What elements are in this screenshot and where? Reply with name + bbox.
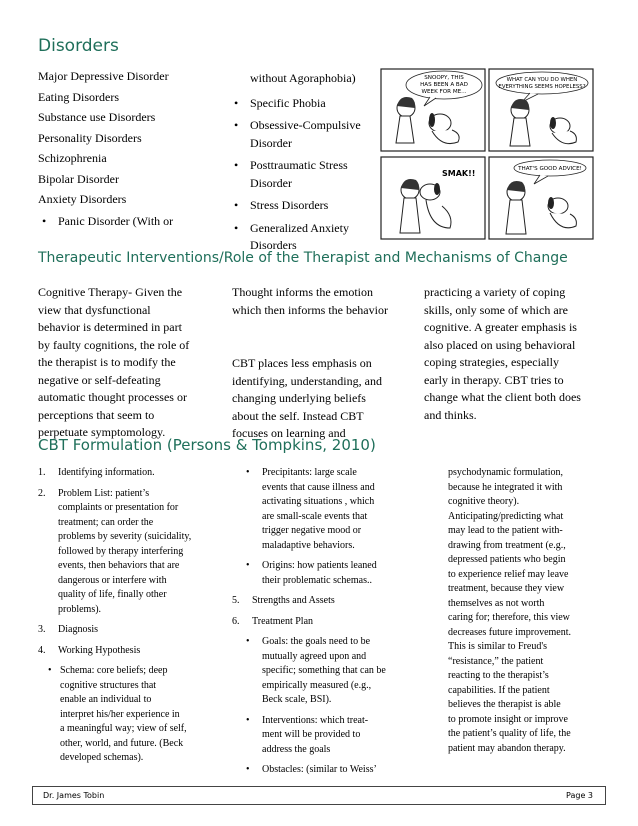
precipitants-bullet-item: • Precipitants: large scale events that cause illness and activating situations , which are small-scale events that trigger negative mood or maladaptive behaviors. (246, 467, 375, 551)
cbt-column-3: psychodynamic formulation, because he integrated it with cognitive theory). Anticipating/predicting what may lead to the patient with- drawing from treatment (e.g., depressed patients who begin to experience relief may leave treatment, because they view themselves as not worth caring for; therefore, this view decreases future improvement. This is similar to Freud's “resistance,” the patient reacting to the therapist’s capabilities. If the patient believes the therapist is able to promote insight or improve the patient’s quality of life, the patient may abandon therapy. (448, 467, 572, 754)
bullet-icon: • (246, 714, 250, 726)
disorder-bullet-item: • Posttraumatic Stress Disorder (234, 158, 348, 190)
disorder-bullet-item: • Stress Disorders (230, 197, 378, 215)
footer-author: Dr. James Tobin (43, 791, 105, 800)
numbered-item: 1. Identifying information. (38, 467, 155, 478)
bullet-icon: • (234, 220, 239, 235)
bullet-icon: • (48, 665, 52, 676)
comic-text: EVERYTHING SEEMS HOPELESS? (498, 84, 586, 90)
disorder-item: Major Depressive Disorder (38, 69, 169, 83)
bullet-icon: • (246, 560, 250, 571)
bullet-icon: • (246, 467, 250, 478)
bullet-icon: • (42, 213, 47, 228)
disorders-column-2 (230, 70, 378, 255)
disorders-column-1 (38, 66, 218, 230)
comic-text: HAS BEEN A BAD (420, 82, 468, 88)
therapeutic-column-1: Cognitive Therapy- Given the view that dysfunctional behavior is determined in part by faulty cognitions, the role of the therapist is to modify the negative or self-defeating automatic thought processes or perceptions that seem to perpetuate symptomology. (38, 285, 190, 439)
cbt-column-2 (232, 466, 432, 778)
numbered-item: 3. Diagnosis (38, 624, 98, 635)
disorder-bullet-item: • Obsessive-Compulsive Disorder (234, 118, 361, 150)
origins-bullet-item: • Origins: how patients leaned their problematic schemas.. (246, 560, 377, 586)
disorder-item: Anxiety Disorders (38, 192, 127, 206)
disorder-item: Eating Disorders (38, 89, 119, 104)
numbered-item: 5. Strengths and Assets (232, 595, 335, 606)
disorder-item: Bipolar Disorder (38, 171, 119, 186)
cbt-formulation-heading: CBT Formulation (Persons & Tompkins, 2010) (38, 436, 376, 454)
cbt-column-1 (38, 466, 238, 766)
therapeutic-column-2: Thought informs the emotion which then informs the behavior CBT places less emphasis on identifying, understanding, and changing underlying beliefs about the self. Instead CBT focuses on learning and (232, 285, 388, 440)
goals-bullet-item: • Goals: the goals need to be mutually agreed upon and specific; something that can be empirically measured (e.g., Beck scale, BSI). (246, 636, 386, 705)
disorder-bullet-item: • Generalized Anxiety Disorders (234, 220, 349, 252)
therapeutic-heading: Therapeutic Interventions/Role of the Therapist and Mechanisms of Change (38, 250, 568, 266)
disorder-item: Personality Disorders (38, 130, 142, 145)
disorder-item: Substance use Disorders (38, 110, 156, 124)
disorder-bullet-item: • Panic Disorder (With or (38, 213, 218, 231)
disorders-heading: Disorders (38, 36, 119, 56)
bullet-icon: • (246, 636, 250, 647)
footer-page-number: Page 3 (566, 791, 593, 800)
peanuts-comic-strip (380, 68, 594, 240)
therapeutic-column-3: practicing a variety of coping skills, only some of which are cognitive. A greater emphasis is also placed on using behavioral coping strategies, especially early in therapy. CBT tries to change what the client both does and thinks. (424, 285, 581, 422)
comic-text: THAT'S GOOD ADVICE! (518, 166, 582, 172)
bullet-icon: • (234, 95, 239, 110)
comic-text: WHAT CAN YOU DO WHEN (506, 77, 578, 83)
disorder-item: Schizophrenia (38, 151, 107, 165)
numbered-item: 4. Working Hypothesis (38, 644, 141, 656)
interventions-bullet-item: • Interventions: which treat- ment will be provided to address the goals (246, 714, 369, 755)
bullet-icon: • (246, 764, 250, 775)
page-footer (32, 786, 606, 805)
comic-text: SMAK!! (442, 169, 476, 178)
comic-text: SNOOPY, THIS (424, 75, 464, 81)
numbered-item: 6. Treatment Plan (232, 615, 314, 627)
comic-illustration (380, 68, 594, 240)
disorder-bullet-item: • Specific Phobia (230, 95, 378, 113)
obstacles-bullet-item: • Obstacles: (similar to Weiss’ (242, 763, 432, 778)
comic-text: WEEK FOR ME... (421, 89, 467, 95)
schema-bullet-item: • Schema: core beliefs; deep cognitive structures that enable an individual to interpret his/her experience in a meaningful way; view of self, other, world, and future. (Beck developed schemas). (48, 665, 187, 763)
bullet-icon: • (234, 198, 239, 212)
bullet-icon: • (234, 118, 239, 132)
bullet-icon: • (234, 158, 239, 172)
numbered-item: 2. Problem List: patient’s complaints or presentation for treatment; can order the problems by severity (suicidality, followed by therapy interfering events, then behaviors that are dangerous or interfere with quality of life, finally other problems). (38, 487, 192, 615)
disorder-continuation: without Agoraphobia) (250, 71, 356, 85)
